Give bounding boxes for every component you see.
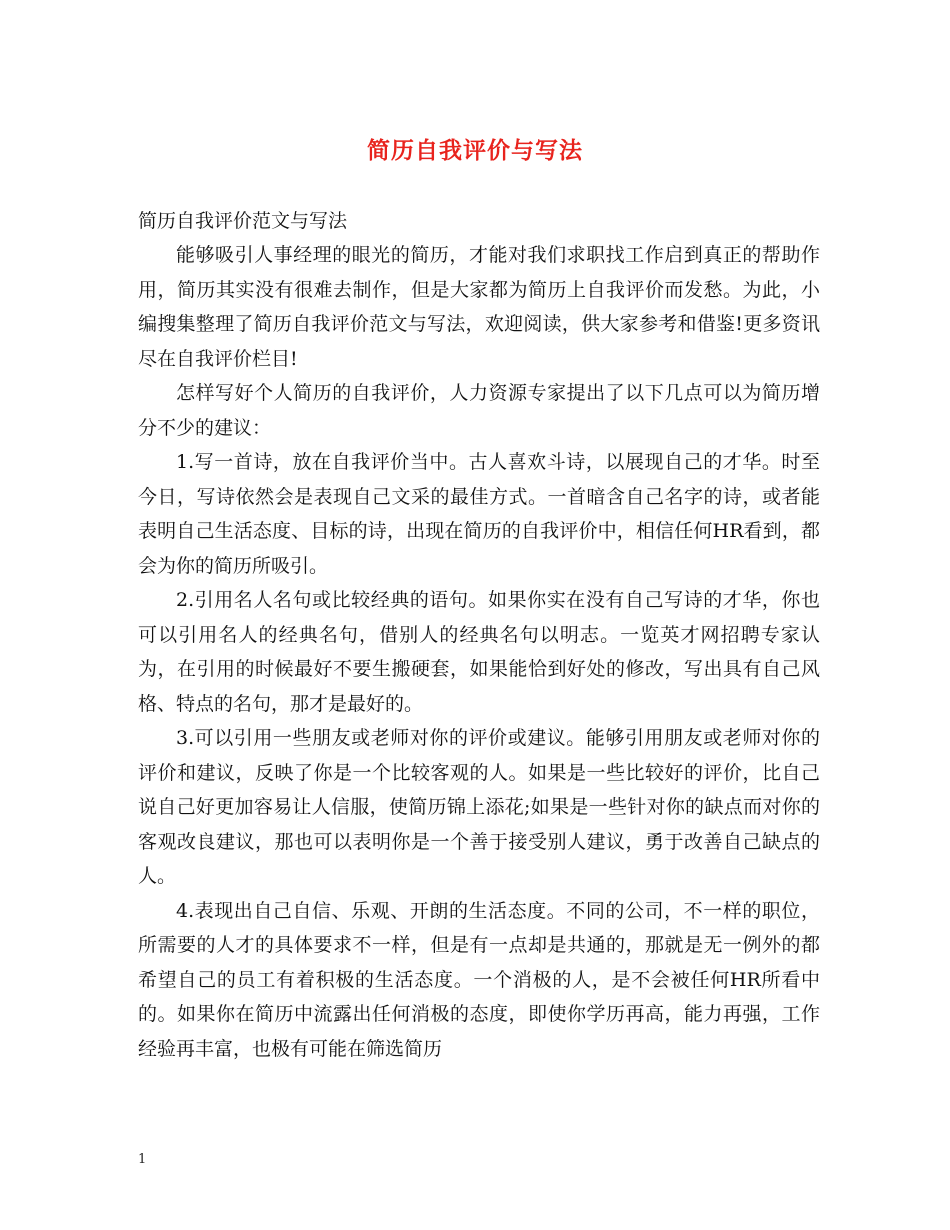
- paragraph-tip-1: 1.写一首诗，放在自我评价当中。古人喜欢斗诗，以展现自己的才华。时至今日，写诗依然会是表现自己文采的最佳方式。一首暗含自己名字的诗，或者能表明自己生活态度、目标的诗，出现在简历的自我评价中，相信任何HR看到，都会为你的简历所吸引。: [138, 451, 820, 577]
- paragraph-lead-in: 怎样写好个人简历的自我评价，人力资源专家提出了以下几点可以为简历增分不少的建议：: [138, 382, 820, 439]
- document-body: [138, 204, 820, 1066]
- paragraph-tip-3: 3.可以引用一些朋友或老师对你的评价或建议。能够引用朋友或老师对你的评价和建议，反映了你是一个比较客观的人。如果是一些比较好的评价，比自己说自己好更加容易让人信服，使简历锦上添花;如果是一些针对你的缺点而对你的客观改良建议，那也可以表明你是一个善于接受别人建议，勇于改善自己缺点的人。: [138, 727, 820, 887]
- paragraph-tip-4: 4.表现出自己自信、乐观、开朗的生活态度。不同的公司，不一样的职位，所需要的人才的具体要求不一样，但是有一点却是共通的，那就是无一例外的都希望自己的员工有着积极的生活态度。一个消极的人，是不会被任何HR所看中的。如果你在简历中流露出任何消极的态度，即使你学历再高，能力再强，工作经验再丰富，也极有可能在筛选简历: [138, 899, 820, 1060]
- page-number: 1: [138, 1152, 147, 1167]
- paragraph-intro: 能够吸引人事经理的眼光的简历，才能对我们求职找工作启到真正的帮助作用，简历其实没有很难去制作，但是大家都为简历上自我评价而发愁。为此，小编搜集整理了简历自我评价范文与写法，欢迎阅读，供大家参考和借鉴!更多资讯尽在自我评价栏目!: [138, 244, 820, 370]
- document-subtitle: 简历自我评价范文与写法: [138, 210, 348, 232]
- document-title: 简历自我评价与写法: [367, 137, 583, 164]
- paragraph-tip-2: 2.引用名人名句或比较经典的语句。如果你实在没有自己写诗的才华，你也可以引用名人的经典名句，借别人的经典名句以明志。一览英才网招聘专家认为，在引用的时候最好不要生搬硬套，如果能恰到好处的修改，写出具有自己风格、特点的名句，那才是最好的。: [138, 589, 820, 715]
